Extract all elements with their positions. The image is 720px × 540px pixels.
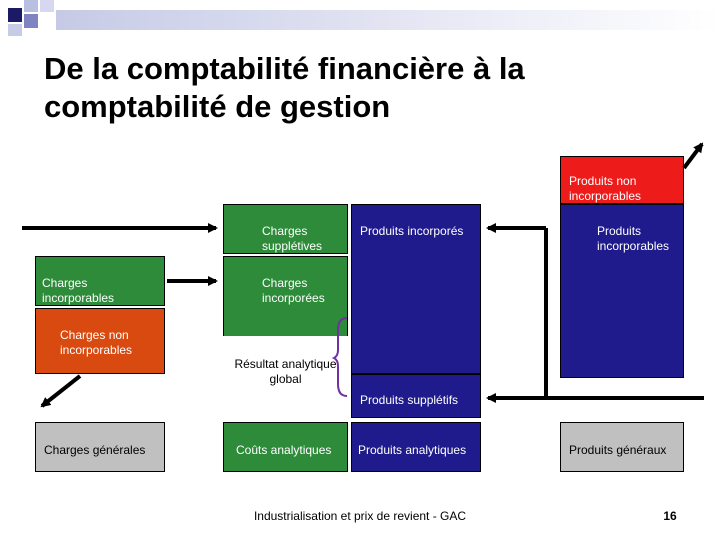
box-label: Charges incorporées	[262, 276, 325, 305]
box-label: Produits analytiques	[358, 443, 467, 457]
page-number: 16	[663, 509, 677, 523]
arrow-charges-non-incorporables-out	[42, 376, 80, 406]
box-label: Produits supplétifs	[360, 393, 459, 407]
box-label: Produits incorporables	[597, 224, 670, 253]
box-label: Produits incorporés	[360, 224, 464, 238]
box-label: Coûts analytiques	[236, 443, 332, 457]
footer-text: Industrialisation et prix de revient - GAC	[253, 509, 467, 523]
box-label: Charges non incorporables	[60, 328, 133, 357]
box-label: Charges générales	[44, 443, 146, 457]
box-label: Résultat analytique global	[234, 357, 337, 386]
arrow-produits-non-incorporables-out	[684, 144, 702, 168]
box-label: Produits non incorporables	[569, 174, 642, 203]
brace-resultat	[334, 318, 347, 396]
slide-title: De la comptabilité financière à la comptabilité de gestion	[44, 51, 525, 124]
box-label: Charges incorporables	[42, 276, 115, 305]
box-label: Produits généraux	[569, 443, 667, 457]
box-label: Charges supplétives	[262, 224, 323, 253]
